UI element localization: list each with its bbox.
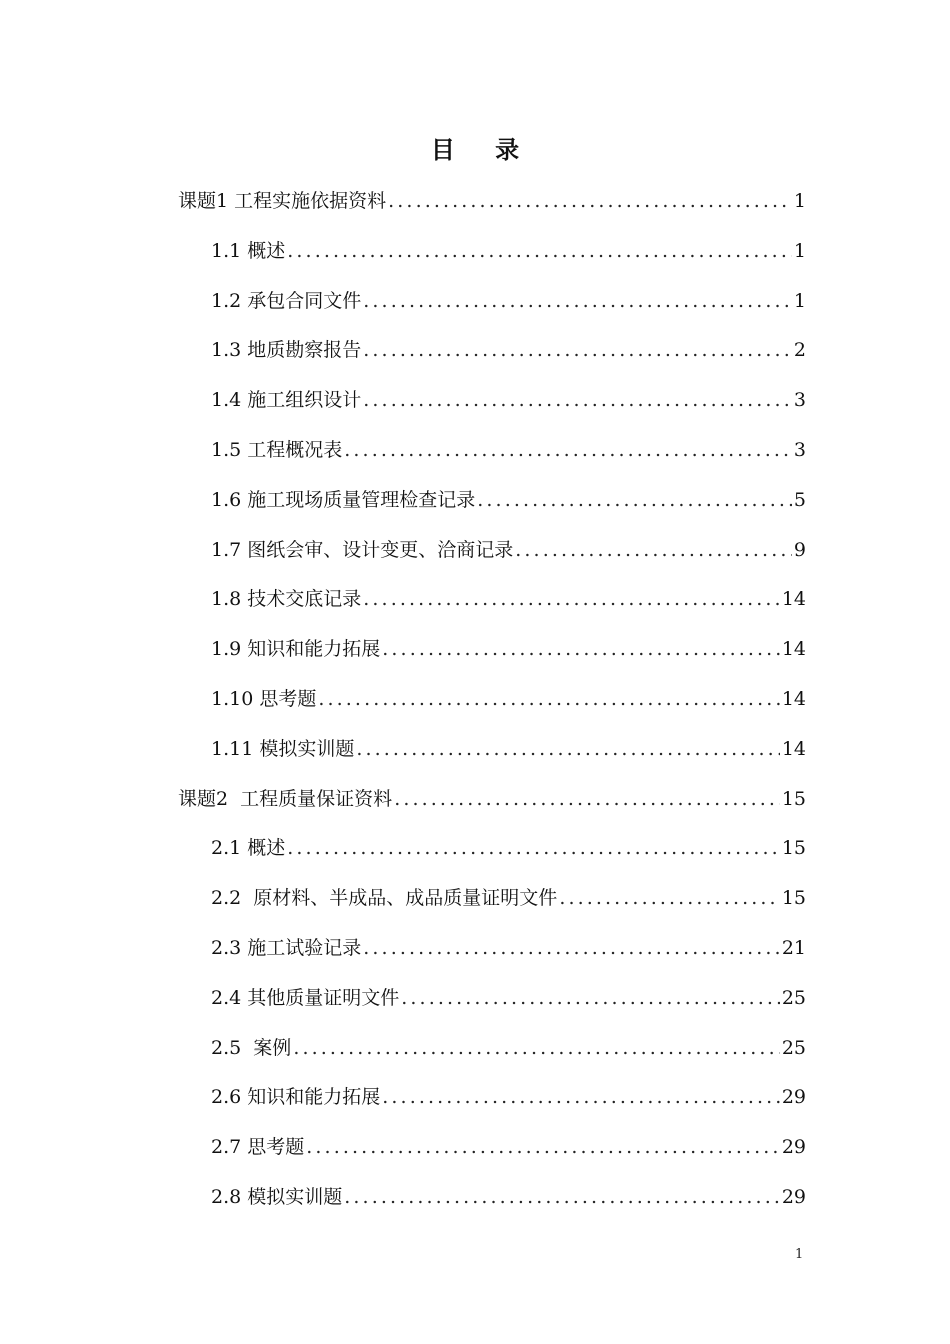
toc-entry-page: 29 <box>781 1136 806 1159</box>
toc-entry-page: 3 <box>793 438 806 461</box>
toc-dot-leader <box>363 380 792 420</box>
toc-entry-label: 概述 <box>247 837 286 860</box>
toc-entry-page: 1 <box>793 239 806 262</box>
toc-section-row <box>0 629 806 679</box>
toc-entry <box>211 978 806 1018</box>
toc-entry-number: 课题2 <box>178 787 241 810</box>
toc-entry-page: 9 <box>793 538 806 561</box>
toc-entry-page: 3 <box>793 389 806 412</box>
toc-entry <box>211 828 806 868</box>
toc-entry-number: 1.10 <box>211 687 260 710</box>
toc-dot-leader <box>363 330 792 370</box>
toc-entry-label: 思考题 <box>247 1136 305 1159</box>
toc-entry <box>211 281 806 321</box>
toc-entry <box>211 330 806 370</box>
toc-entry <box>211 928 806 968</box>
toc-entry-number: 课题1 <box>178 190 235 212</box>
toc-dot-leader <box>356 729 779 769</box>
toc-entry-label: 图纸会审、设计变更、洽商记录 <box>247 538 514 561</box>
toc-entry-page: 14 <box>781 737 806 760</box>
toc-section-row <box>0 878 806 928</box>
toc-section-row <box>0 978 806 1028</box>
toc-dot-leader <box>363 579 780 619</box>
toc-entry-page: 29 <box>781 1185 806 1208</box>
toc-entry-number: 1.9 <box>211 638 248 661</box>
toc-entry-label: 知识和能力拓展 <box>247 1086 381 1109</box>
toc-entry-page: 14 <box>781 588 806 611</box>
toc-entry-number: 2.8 <box>211 1185 248 1208</box>
toc-dot-leader <box>287 231 792 271</box>
toc-entry-number: 1.3 <box>211 339 248 362</box>
toc-dot-leader <box>363 928 780 968</box>
toc-entry-page: 1 <box>793 289 806 312</box>
toc-chapter-row <box>0 779 806 829</box>
toc-entry-label: 技术交底记录 <box>247 588 362 611</box>
toc-entry-label: 知识和能力拓展 <box>247 638 381 661</box>
toc-section-row <box>0 1028 806 1078</box>
toc-entry <box>211 629 806 669</box>
toc-entry-number: 2.7 <box>211 1136 248 1159</box>
toc-entry <box>211 729 806 769</box>
toc-entry-page: 29 <box>781 1086 806 1109</box>
toc-entry <box>211 1177 806 1217</box>
toc-entry-number: 2.3 <box>211 936 248 959</box>
toc-entry-page: 15 <box>781 787 806 810</box>
toc-dot-leader <box>344 430 792 470</box>
toc-section-row <box>0 530 806 580</box>
toc-entry-page: 14 <box>781 638 806 661</box>
toc-entry-page: 21 <box>781 936 806 959</box>
toc-entry-label: 施工现场质量管理检查记录 <box>247 488 476 511</box>
toc-entry-number: 1.2 <box>211 289 248 312</box>
toc-entry-page: 2 <box>793 339 806 362</box>
toc-dot-leader <box>477 480 792 520</box>
toc-entry-number: 1.1 <box>211 239 248 262</box>
toc-dot-leader <box>363 281 792 321</box>
toc-entry <box>211 1077 806 1117</box>
toc-dot-leader <box>287 828 780 868</box>
toc-entry-page: 25 <box>781 1036 806 1059</box>
toc-section-row <box>0 928 806 978</box>
toc-entry <box>211 380 806 420</box>
toc-entry-label: 概述 <box>247 239 286 262</box>
toc-dot-leader <box>515 530 792 570</box>
toc-entry-number: 2.4 <box>211 986 248 1009</box>
toc-entry-label: 模拟实训题 <box>259 737 355 760</box>
toc-entry-label: 工程概况表 <box>247 438 343 461</box>
toc-entry <box>211 530 806 570</box>
toc-section-row <box>0 828 806 878</box>
toc-entry <box>178 181 806 221</box>
toc-entry-label: 思考题 <box>259 687 317 710</box>
toc-dot-leader <box>318 679 779 719</box>
toc-dot-leader <box>344 1177 780 1217</box>
toc-entry-label: 原材料、半成品、成品质量证明文件 <box>253 887 558 910</box>
toc-entry-number: 1.7 <box>211 538 248 561</box>
toc-section-row <box>0 1077 806 1127</box>
toc-list <box>0 181 950 1227</box>
toc-entry-number: 1.6 <box>211 488 248 511</box>
toc-title: 目 录 <box>430 136 536 164</box>
toc-section-row <box>0 281 806 331</box>
toc-entry-number: 1.5 <box>211 438 248 461</box>
toc-chapter-row <box>0 181 806 231</box>
toc-entry-number: 1.4 <box>211 389 248 412</box>
toc-entry-page: 25 <box>781 986 806 1009</box>
toc-entry-label: 施工试验记录 <box>247 936 362 959</box>
toc-dot-leader <box>559 878 780 918</box>
toc-entry-label: 工程质量保证资料 <box>240 787 393 810</box>
toc-section-row <box>0 579 806 629</box>
toc-entry-number: 1.8 <box>211 588 248 611</box>
toc-entry-page: 15 <box>781 887 806 910</box>
toc-dot-leader <box>306 1127 780 1167</box>
toc-entry-number: 2.6 <box>211 1086 248 1109</box>
toc-dot-leader <box>382 1077 780 1117</box>
toc-entry <box>211 878 806 918</box>
toc-entry-label: 施工组织设计 <box>247 389 362 412</box>
toc-entry-label: 承包合同文件 <box>247 289 362 312</box>
toc-entry-page: 14 <box>781 687 806 710</box>
toc-entry <box>211 480 806 520</box>
toc-section-row <box>0 330 806 380</box>
toc-entry-label: 工程实施依据资料 <box>234 190 387 212</box>
toc-entry-number: 2.2 <box>211 887 254 910</box>
toc-section-row <box>0 1127 806 1177</box>
toc-entry <box>211 1028 806 1068</box>
toc-section-row <box>0 380 806 430</box>
toc-entry-label: 案例 <box>253 1036 292 1059</box>
toc-entry-label: 模拟实训题 <box>247 1185 343 1208</box>
toc-entry-page: 15 <box>781 837 806 860</box>
toc-entry <box>211 231 806 271</box>
toc-entry-label: 地质勘察报告 <box>247 339 362 362</box>
toc-entry-page: 5 <box>793 488 806 511</box>
toc-section-row <box>0 679 806 729</box>
toc-dot-leader <box>401 978 780 1018</box>
toc-entry-number: 2.5 <box>211 1036 254 1059</box>
toc-section-row <box>0 480 806 530</box>
toc-entry-label: 其他质量证明文件 <box>247 986 400 1009</box>
toc-entry <box>211 679 806 719</box>
toc-section-row <box>0 1177 806 1227</box>
toc-entry <box>211 430 806 470</box>
toc-entry <box>211 579 806 619</box>
page-number: 1 <box>795 1247 804 1262</box>
toc-dot-leader <box>394 779 780 819</box>
toc-section-row <box>0 430 806 480</box>
toc-entry <box>178 779 806 819</box>
toc-section-row <box>0 231 806 281</box>
toc-entry-number: 1.11 <box>211 737 260 760</box>
toc-entry <box>211 1127 806 1167</box>
toc-entry-page: 1 <box>793 190 806 212</box>
toc-dot-leader <box>293 1028 780 1068</box>
toc-entry-number: 2.1 <box>211 837 248 860</box>
toc-dot-leader <box>382 629 780 669</box>
toc-section-row <box>0 729 806 779</box>
toc-dot-leader <box>388 181 792 221</box>
